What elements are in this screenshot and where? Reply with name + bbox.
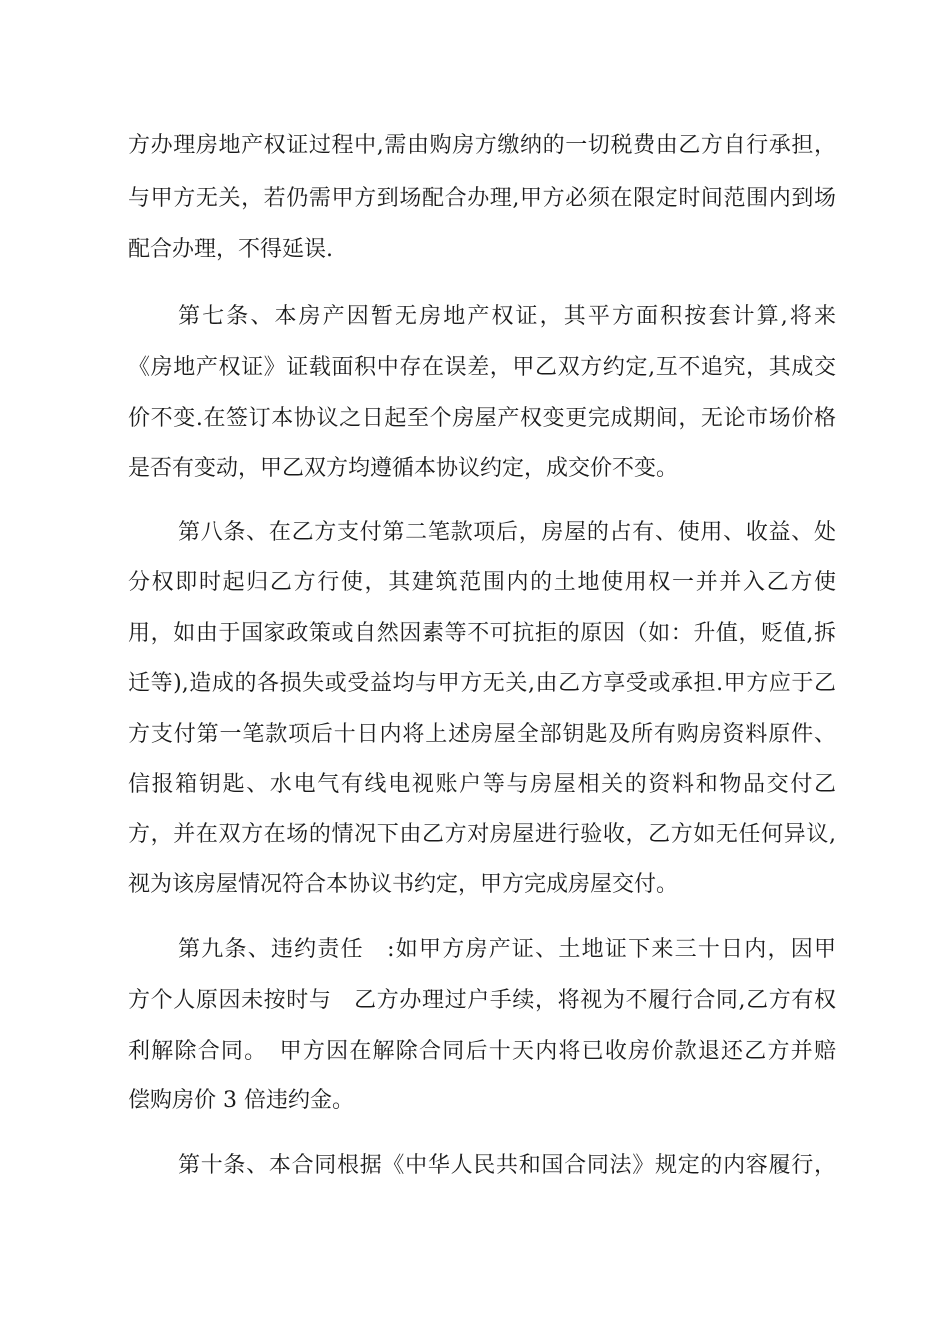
text-line: 视为该房屋情况符合本协议书约定，甲方完成房屋交付。 bbox=[128, 872, 679, 897]
text-line: 价不变.在签订本协议之日起至个房屋产权变更完成期间，无论市场价格 bbox=[128, 406, 836, 431]
text-line: 偿购房价 3 倍违约金。 bbox=[128, 1088, 354, 1113]
text-line: 与甲方无关，若仍需甲方到场配合办理,甲方必须在限定时间范围内到场 bbox=[128, 186, 836, 211]
text-line: 分权即时起归乙方行使，其建筑范围内的土地使用权一并并入乙方使 bbox=[128, 570, 836, 595]
text-line: 配合办理，不得延误. bbox=[128, 237, 333, 262]
text-line: 用，如由于国家政策或自然因素等不可抗拒的原因（如：升值，贬值,拆 bbox=[128, 621, 836, 646]
clause-8-heading-line: 第八条、在乙方支付第二笔款项后，房屋的占有、使用、收益、处 bbox=[178, 520, 836, 545]
clause-7-heading-line: 第七条、本房产因暂无房地产权证，其平方面积按套计算,将来 bbox=[178, 304, 836, 329]
text-line: 方个人原因未按时与 乙方办理过户手续，将视为不履行合同,乙方有权 bbox=[128, 988, 836, 1013]
text-line: 方支付第一笔款项后十日内将上述房屋全部钥匙及所有购房资料原件、 bbox=[128, 722, 836, 747]
text-line: 迁等),造成的各损失或受益均与甲方无关,由乙方享受或承担.甲方应于乙 bbox=[128, 671, 836, 696]
text-line: 方办理房地产权证过程中,需由购房方缴纳的一切税费由乙方自行承担， bbox=[128, 133, 836, 158]
text-line: 《房地产权证》证载面积中存在误差，甲乙双方约定,互不追究，其成交 bbox=[128, 355, 836, 380]
text-line: 利解除合同。 甲方因在解除合同后十天内将已收房价款退还乙方并赔 bbox=[128, 1039, 836, 1064]
text-line: 信报箱钥匙、水电气有线电视账户等与房屋相关的资料和物品交付乙 bbox=[128, 772, 836, 797]
text-line: 是否有变动，甲乙双方均遵循本协议约定，成交价不变。 bbox=[128, 456, 679, 481]
clause-10-heading-line: 第十条、本合同根据《中华人民共和国合同法》规定的内容履行， bbox=[178, 1153, 836, 1178]
text-line: 方，并在双方在场的情况下由乙方对房屋进行验收，乙方如无任何异议, bbox=[128, 822, 836, 847]
clause-9-heading-line: 第九条、违约责任 :如甲方房产证、土地证下来三十日内，因甲 bbox=[178, 937, 836, 962]
